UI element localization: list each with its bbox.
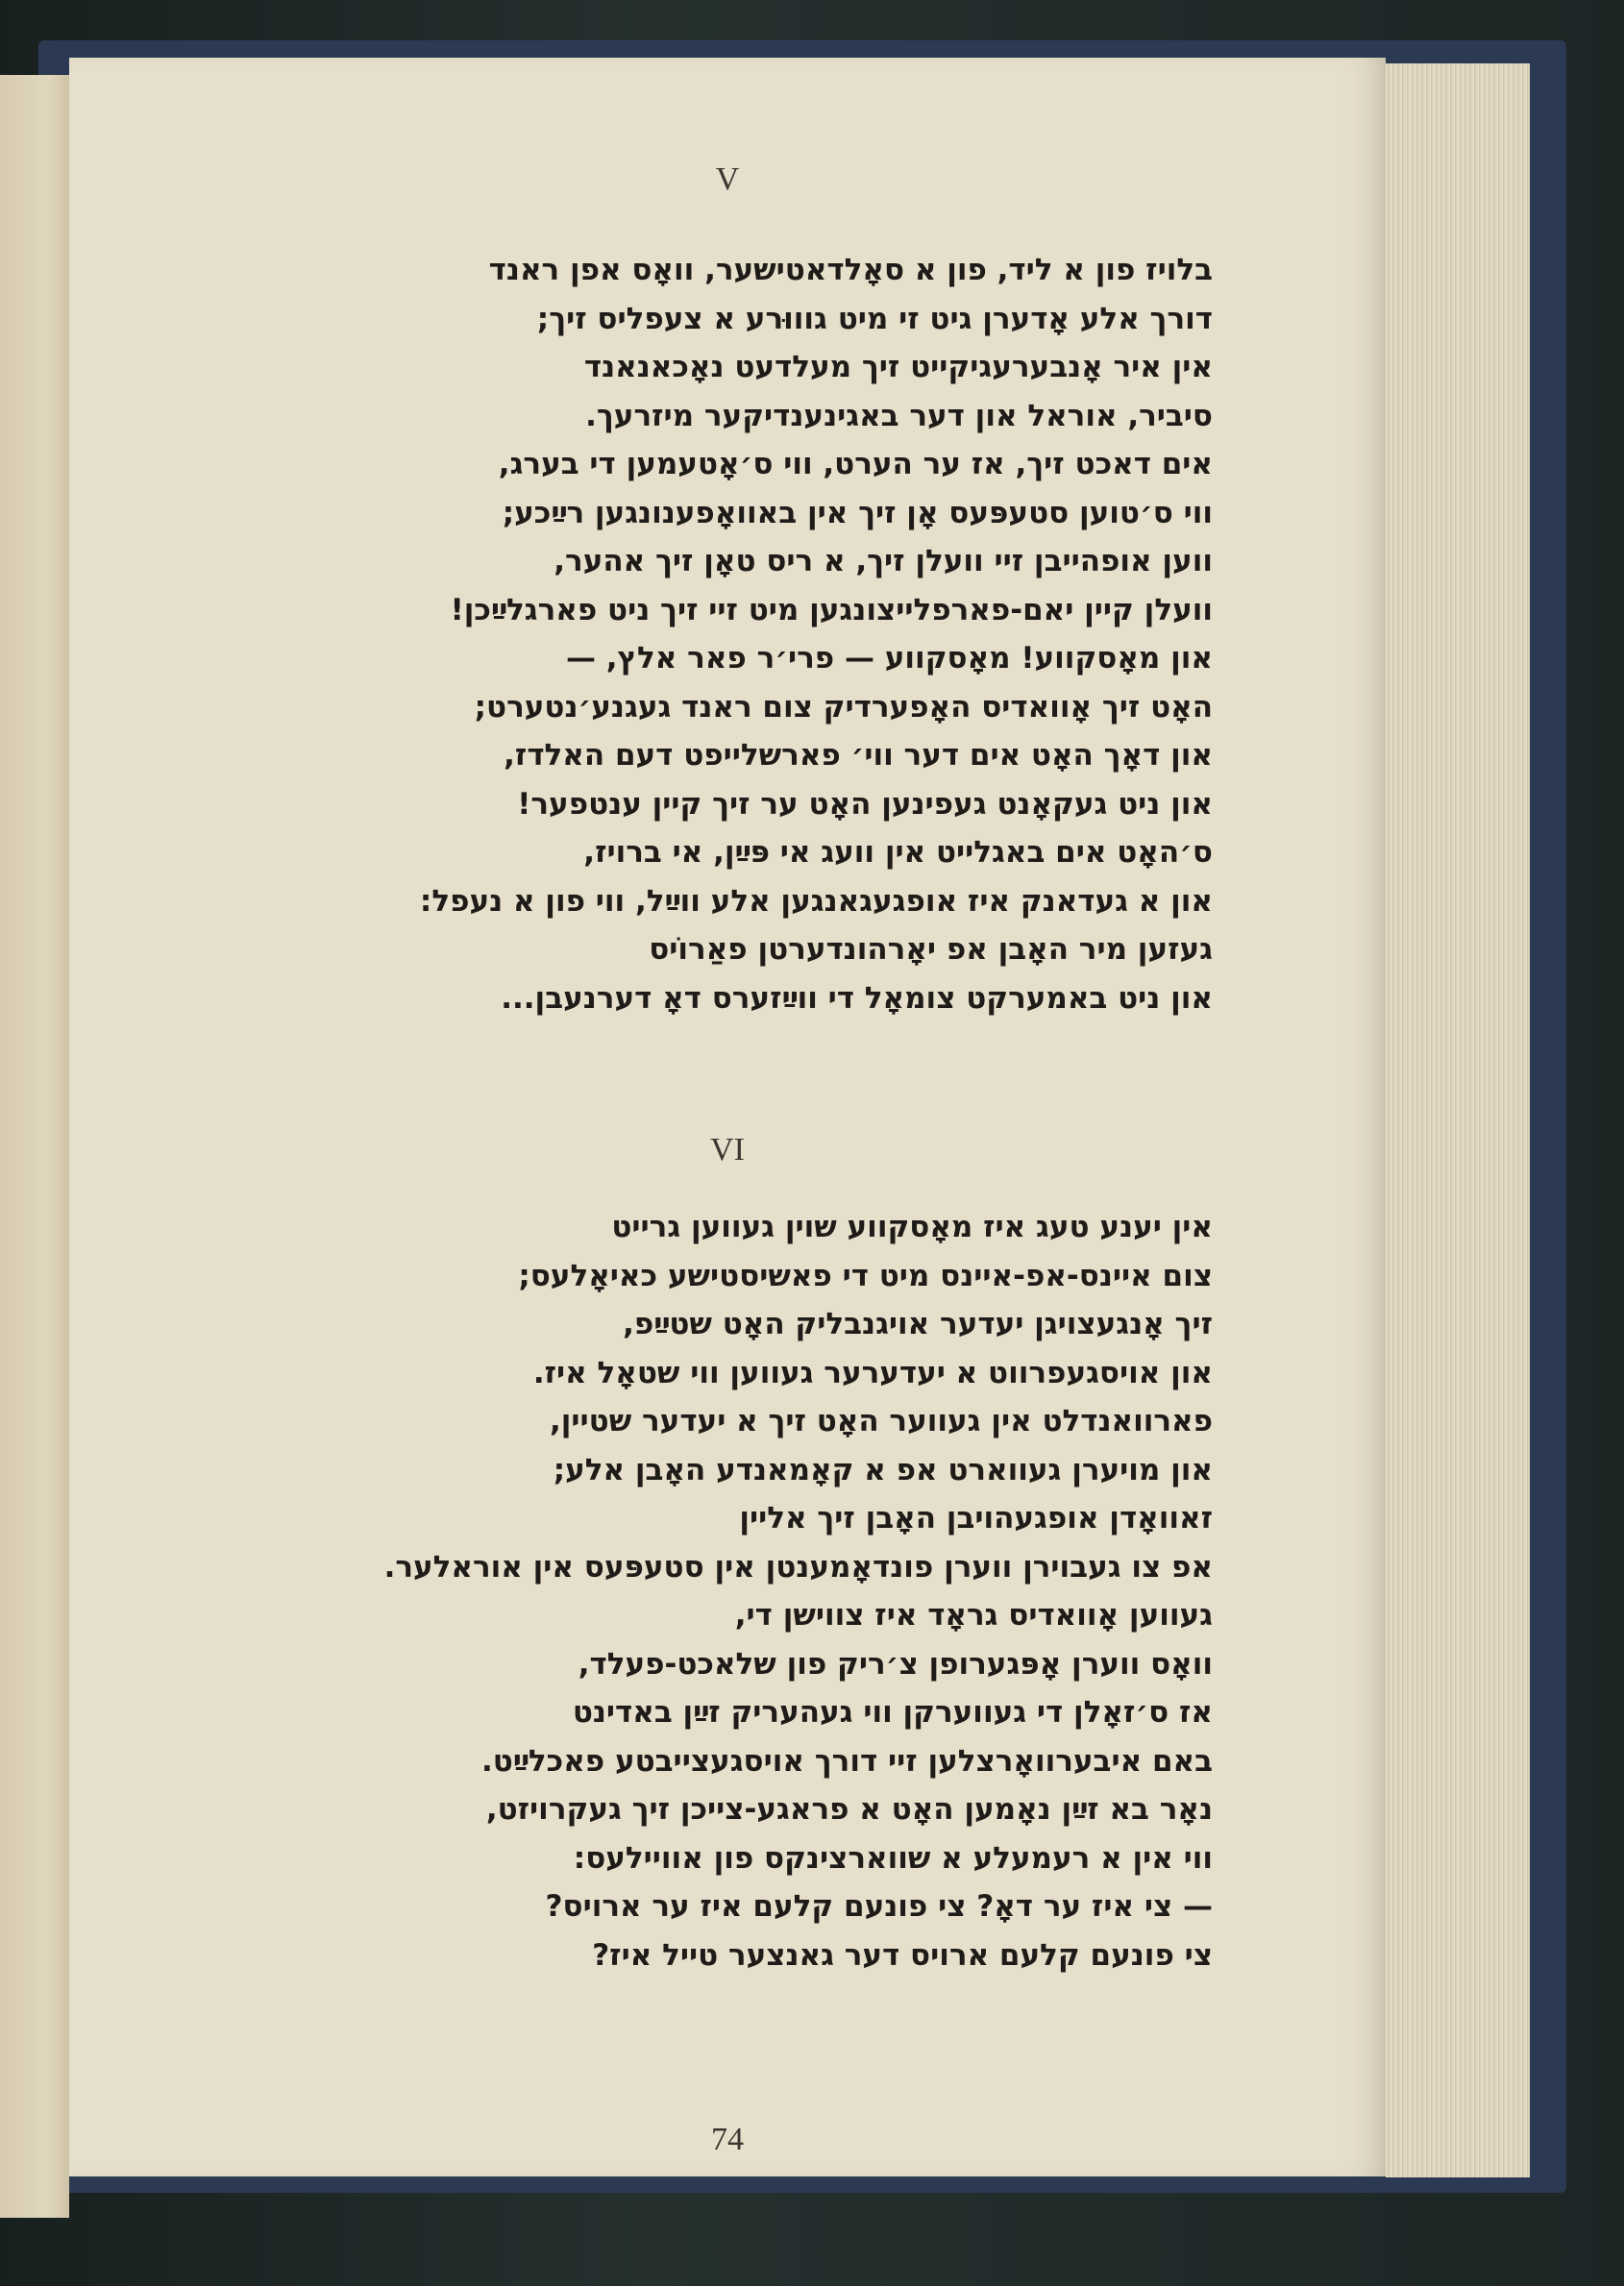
section-numeral-vi: VI <box>710 1132 745 1168</box>
poem-line: בלויז פון א ליד, פון א סאָלדאטישער, וואָס אפן ראנד <box>488 253 1213 287</box>
poem-line: און ניט געקאָנט געפינען האָט ער זיך קיין ענטפער! <box>517 786 1213 822</box>
poem-line: וועלן קיין יאם-פארפלייצונגען מיט זיי זיך ניט פארגלײַכן! <box>450 592 1213 627</box>
poem-line: און מאָסקווע! מאָסקווע — פרי׳ר פאר אלץ, — <box>565 641 1213 676</box>
poem-line: באם איבערוואָרצלען זיי דורך אויסגעצייבטע פאכלײַט. <box>480 1743 1213 1779</box>
poem-line: צום איינס-אפ-איינס מיט די פאשיסטישע כאיאָלעס; <box>518 1258 1213 1293</box>
poem-line: געווען אָוואדיס גראָד איז צווישן די, <box>734 1598 1213 1633</box>
section-numeral-v: V <box>715 161 740 197</box>
poem-line: און מויערן געווארט אפ א קאָמאנדע האָבן אלע; <box>553 1452 1213 1487</box>
poem-line: אים דאכט זיך, אז ער הערט, ווי ס׳אָטעמען די בערג, <box>498 447 1213 481</box>
poem-line: פארוואנדלט אין געווער האָט זיך א יעדער שטיין, <box>549 1404 1213 1438</box>
poem-line: ווי ס׳טוען סטעפּעס אָן זיך אין באוואָפענונגען רײַכע; <box>502 495 1213 530</box>
poem-line: ווען אופהייבן זיי וועלן זיך, א ריס טאָן זיך אהער, <box>554 544 1213 578</box>
poem-line: האָט זיך אָוואדיס האָפערדיק צום ראנד געגנע׳נטערט; <box>474 689 1213 725</box>
poem-line: צי פונעם קלעם ארויס דער גאנצער טייל איז? <box>592 1937 1213 1973</box>
poem-line: און אויסגעפרווט א יעדערער געווען ווי שטאָל איז. <box>532 1355 1213 1390</box>
poem-line: געזען מיר האָבן אפ יאָרהונדערטן פאַרוֹיס <box>649 932 1213 967</box>
poem-line: זאוואָדן אופגעהויבן האָבן זיך אליין <box>739 1501 1213 1536</box>
poem-line: נאָר בא זײַן נאָמען האָט א פראגע-צייכן זיך געקרויזט, <box>485 1792 1213 1827</box>
page-stack-edges <box>1386 63 1530 2177</box>
stanza-vi <box>384 1203 1213 1979</box>
poem-line: ס׳האָט אים באגלייט אין וועג אי פּײַן, אי ברויז, <box>583 835 1213 870</box>
page-number: 74 <box>711 2122 744 2157</box>
poem-line: דורך אלע אָדערן גיט זי מיט גוווּרע א צעפליס זיך; <box>536 301 1213 336</box>
poem-line: אין איר אָנבערעגיקייט זיך מעלדעט נאָכאנאנד <box>583 350 1213 384</box>
poem-line: וואָס ווערן אָפּגערופן צ׳ריק פון שלאכט-פעלד, <box>578 1646 1213 1682</box>
stanza-v <box>420 246 1213 1022</box>
poem-line: — צי איז ער דאָ? צי פונעם קלעם איז ער ארויס? <box>545 1889 1213 1924</box>
poem-line: און ניט באמערקט צומאָל די ווײַזערס דאָ דערנעבן... <box>501 980 1213 1016</box>
poem-line: און א געדאנק איז אופגעגאנגען אלע ווײַל, ווי פון א נעפל: <box>419 883 1213 919</box>
poem-line: אז ס׳זאָלן די געווערקן ווי געהעריק זײַן באדינט <box>572 1695 1213 1730</box>
poem-line: אפ צו געבוירן ווערן פונדאָמענטן אין סטעפּעס אין אוראלער. <box>383 1549 1213 1585</box>
previous-page-edge <box>0 75 69 2218</box>
poem-line: און דאָך האָט אים דער ווי׳ פארשלייפט דעם האלדז, <box>504 738 1213 773</box>
poem-line: סיביר, אוראל און דער באגינענדיקער מיזרעך. <box>585 398 1213 433</box>
book-page <box>69 58 1386 2176</box>
poem-line: ווי אין א רעמעלע א שווארצינקס פון אוויילעס: <box>573 1840 1213 1876</box>
poem-line: זיך אָנגעצויגן יעדער אויגנבליק האָט שטײַפ, <box>623 1307 1213 1341</box>
poem-line: אין יענע טעג איז מאָסקווע שוין געווען גרייט <box>611 1210 1213 1244</box>
